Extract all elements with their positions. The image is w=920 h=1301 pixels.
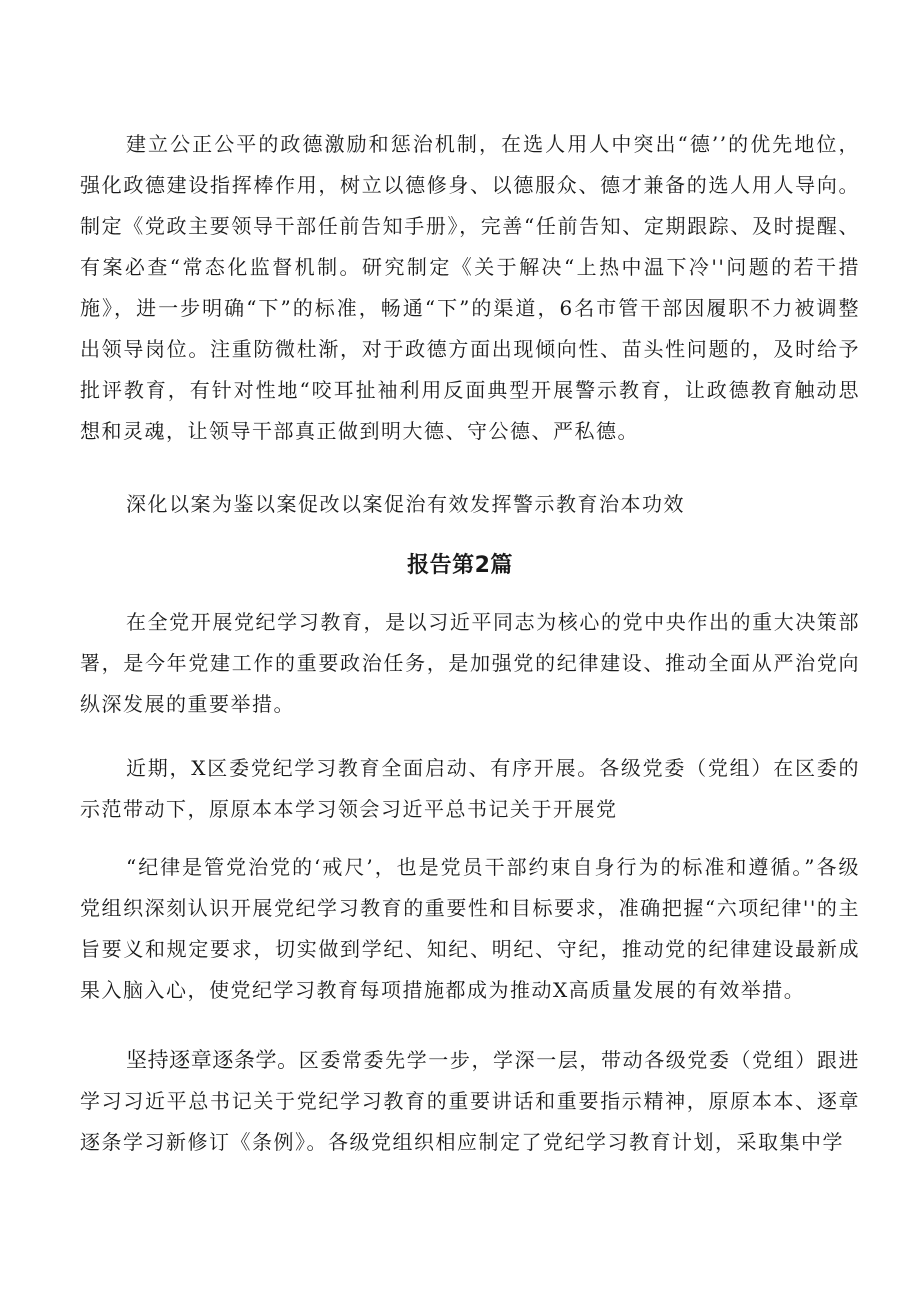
paragraph-chapter-study	[80, 1040, 860, 1163]
paragraph-discipline-quote: “纪律是管党治党的‘戒尺’，也是党员干部约束自身行为的标准和遵循。”各级党组织深刻认识开展党纪学习教育的重要性和目标要求，准确把握“六项纪律''的主旨要义和规定要求，切实做到学纪、知纪、明纪、守纪，推动党的纪律建设最新成果入脑入心，使党纪学习教育每项措施都成为推动X高质量发展的有效举措。	[80, 855, 860, 1002]
paragraph-body-text: 区委常委先学一步，学深一层，带动各级党委（党组）跟进学习习近平总书记关于党纪学习教育的重要讲话和重要指示精神，原原本本、逐章逐条学习新修订《条例》。各级党组织相应制定了党纪学习教育计划，采取集中学	[80, 1048, 861, 1154]
paragraph-district-launch: 近期，X区委党纪学习教育全面启动、有序开展。各级党委（党组）在区委的示范带动下，原原本本学习领会习近平总书记关于开展党	[80, 756, 860, 821]
paragraph-discipline-education-intro: 在全党开展党纪学习教育，是以习近平同志为核心的党中央作出的重大决策部署，是今年党建工作的重要政治任务，是加强党的纪律建设、推动全面从严治党向纵深发展的重要举措。	[80, 610, 860, 716]
paragraph-case-warning-title: 深化以案为鉴以案促改以案促治有效发挥警示教育治本功效	[126, 492, 685, 516]
paragraph-lead-phrase: 坚持逐章逐条学。	[126, 1048, 299, 1072]
section-heading: 报告第2篇	[407, 553, 513, 578]
paragraph-political-ethics-mechanism: 建立公正公平的政德激励和惩治机制，在选人用人中突出“德’’的优先地位，强化政德建设指挥棒作用，树立以德修身、以德服众、德才兼备的选人用人导向。制定《党政主要领导干部任前告知手册》，完善“任前告知、定期跟踪、及时提醒、有案必查“常态化监督机制。研究制定《关于解决“上热中温下冷''问题的若干措施》，进一步明确“下”的标准，畅通“下”的渠道，6名市管干部因履职不力被调整出领导岗位。注重防微杜渐，对于政德方面出现倾向性、苗头性问题的，及时给予批评教育，有针对性地“咬耳扯袖利用反面典型开展警示教育，让政德教育触动思想和灵魂，让领导干部真正做到明大德、守公德、严私德。	[80, 132, 860, 443]
